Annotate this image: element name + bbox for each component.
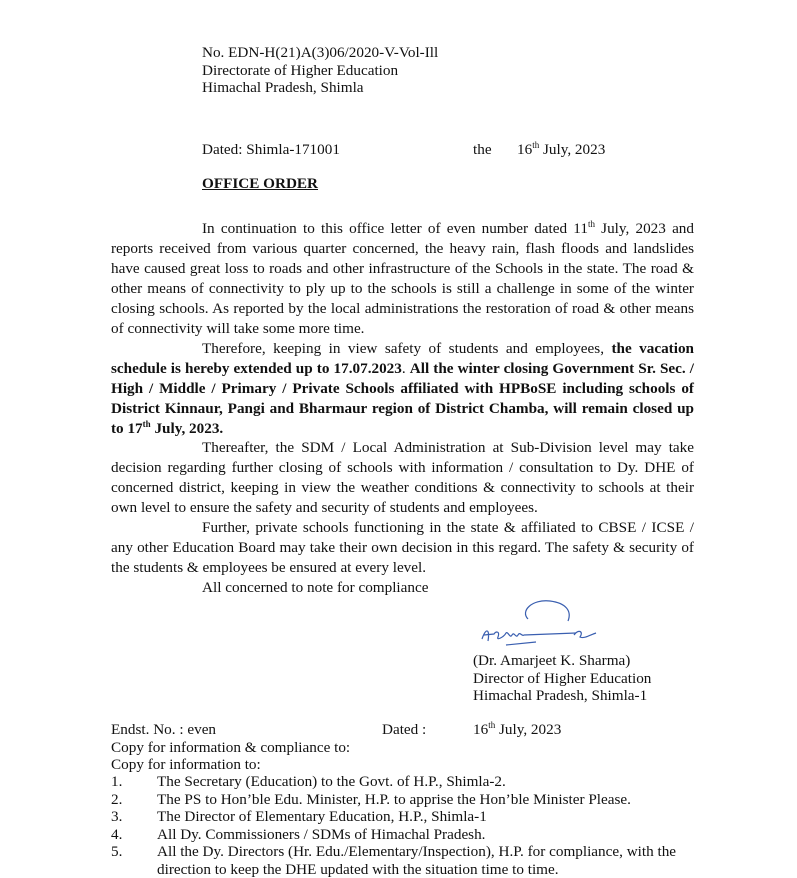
list-item-number: 2.	[111, 791, 122, 809]
list-item-number: 3.	[111, 808, 122, 826]
paragraph-vacation-extension	[111, 339, 694, 439]
signatory-name: (Dr. Amarjeet K. Sharma)	[473, 652, 651, 670]
p4-text: Further, private schools functioning in the state & affiliated to CBSE / ICSE / any other Education Board may take their own decision in this regard. The safety & security of the students & employees be ensured at every level.	[111, 519, 694, 576]
p1-text-b: July, 2023 and reports received from various quarter concerned, the heavy rain, flash floods and landslides have caused great loss to roads and other infrastructure of the Schools in the state. The road & other means of connectivity to ply up to the schools is still a challenge in some of the winter closing schools. As reported by the local administrations the restoration of road & other means of connectivity will take some more time.	[111, 220, 694, 337]
endorsement-date	[473, 720, 561, 740]
list-item	[111, 773, 711, 791]
list-item	[111, 791, 711, 809]
signatory-designation: Director of Higher Education	[473, 670, 651, 688]
paragraph-private-schools	[111, 518, 694, 578]
signature-image	[480, 597, 600, 649]
copy-compliance-heading: Copy for information & compliance to:	[111, 738, 350, 758]
list-item-text: All Dy. Commissioners / SDMs of Himachal Pradesh.	[157, 826, 485, 844]
list-item-number: 4.	[111, 826, 122, 844]
dated-place: Dated: Shimla-171001	[202, 140, 340, 160]
copy-information-heading: Copy for information to:	[111, 755, 261, 775]
p2-bold-closure-text: All the winter closing Government Sr. Sec. / High / Middle / Primary / Private Schools affiliated with HPBoSE including schools of District Kinnaur, Pangi and Bharmaur region of District Chamba, will remain closed up to 17	[111, 360, 694, 437]
list-item	[111, 826, 711, 844]
date-day: 16	[517, 141, 532, 158]
signatory-block	[473, 652, 651, 705]
list-item-text: The PS to Hon’ble Edu. Minister, H.P. to apprise the Hon’ble Minister Please.	[157, 791, 631, 809]
list-item	[111, 808, 711, 826]
list-item-number: 5.	[111, 843, 122, 861]
recipient-list	[111, 773, 711, 878]
p2-bold-closure-end: July, 2023.	[151, 420, 224, 437]
reference-number: No. EDN-H(21)A(3)06/2020-V-Vol-Ill	[202, 44, 438, 62]
signatory-location: Himachal Pradesh, Shimla-1	[473, 687, 651, 705]
p1-sup: th	[588, 219, 595, 229]
office-name: Directorate of Higher Education	[202, 62, 438, 80]
p2-text-mid: .	[402, 360, 410, 377]
office-location: Himachal Pradesh, Shimla	[202, 79, 438, 97]
p1-text-a: In continuation to this office letter of even number dated 11	[202, 220, 588, 237]
p2-sup: th	[143, 419, 151, 429]
list-item-text: The Secretary (Education) to the Govt. of H.P., Shimla-2.	[157, 773, 506, 791]
list-item-text: direction to keep the DHE updated with the situation time to time.	[157, 861, 559, 878]
endorsement-dated-label: Dated :	[382, 720, 426, 740]
paragraph-continuation	[111, 219, 694, 339]
page-title: OFFICE ORDER	[202, 174, 318, 194]
letter-date	[517, 140, 605, 160]
endorsement-number: Endst. No. : even	[111, 720, 216, 740]
date-suffix: th	[532, 140, 539, 150]
list-item-number: 1.	[111, 773, 122, 791]
p3-text: Thereafter, the SDM / Local Administration at Sub-Division level may take decision regarding further closing of schools with information / consultation to Dy. DHE of concerned district, keeping in view the weather conditions & connectivity to schools at their own level to ensure the safety and security of students and employees.	[111, 439, 694, 516]
dated-the: the	[473, 140, 492, 160]
endorsement-date-suffix: th	[488, 720, 495, 730]
list-item-text: All the Dy. Directors (Hr. Edu./Elementary/Inspection), H.P. for compliance, with the	[157, 843, 676, 861]
p2-text-a: Therefore, keeping in view safety of students and employees,	[202, 340, 611, 357]
p2-bold-extension: the vacation schedule is hereby extended up to 17.07.2023	[111, 340, 694, 377]
date-month-year: July, 2023	[539, 141, 605, 158]
list-item	[111, 843, 711, 861]
list-item-text: The Director of Elementary Education, H.P., Shimla-1	[157, 808, 487, 826]
list-item-continuation	[111, 861, 711, 878]
paragraph-compliance-note: All concerned to note for compliance	[202, 578, 428, 598]
endorsement-date-day: 16	[473, 721, 488, 738]
endorsement-date-month-year: July, 2023	[495, 721, 561, 738]
letter-header	[202, 44, 438, 97]
paragraph-sdm-decision	[111, 438, 694, 518]
